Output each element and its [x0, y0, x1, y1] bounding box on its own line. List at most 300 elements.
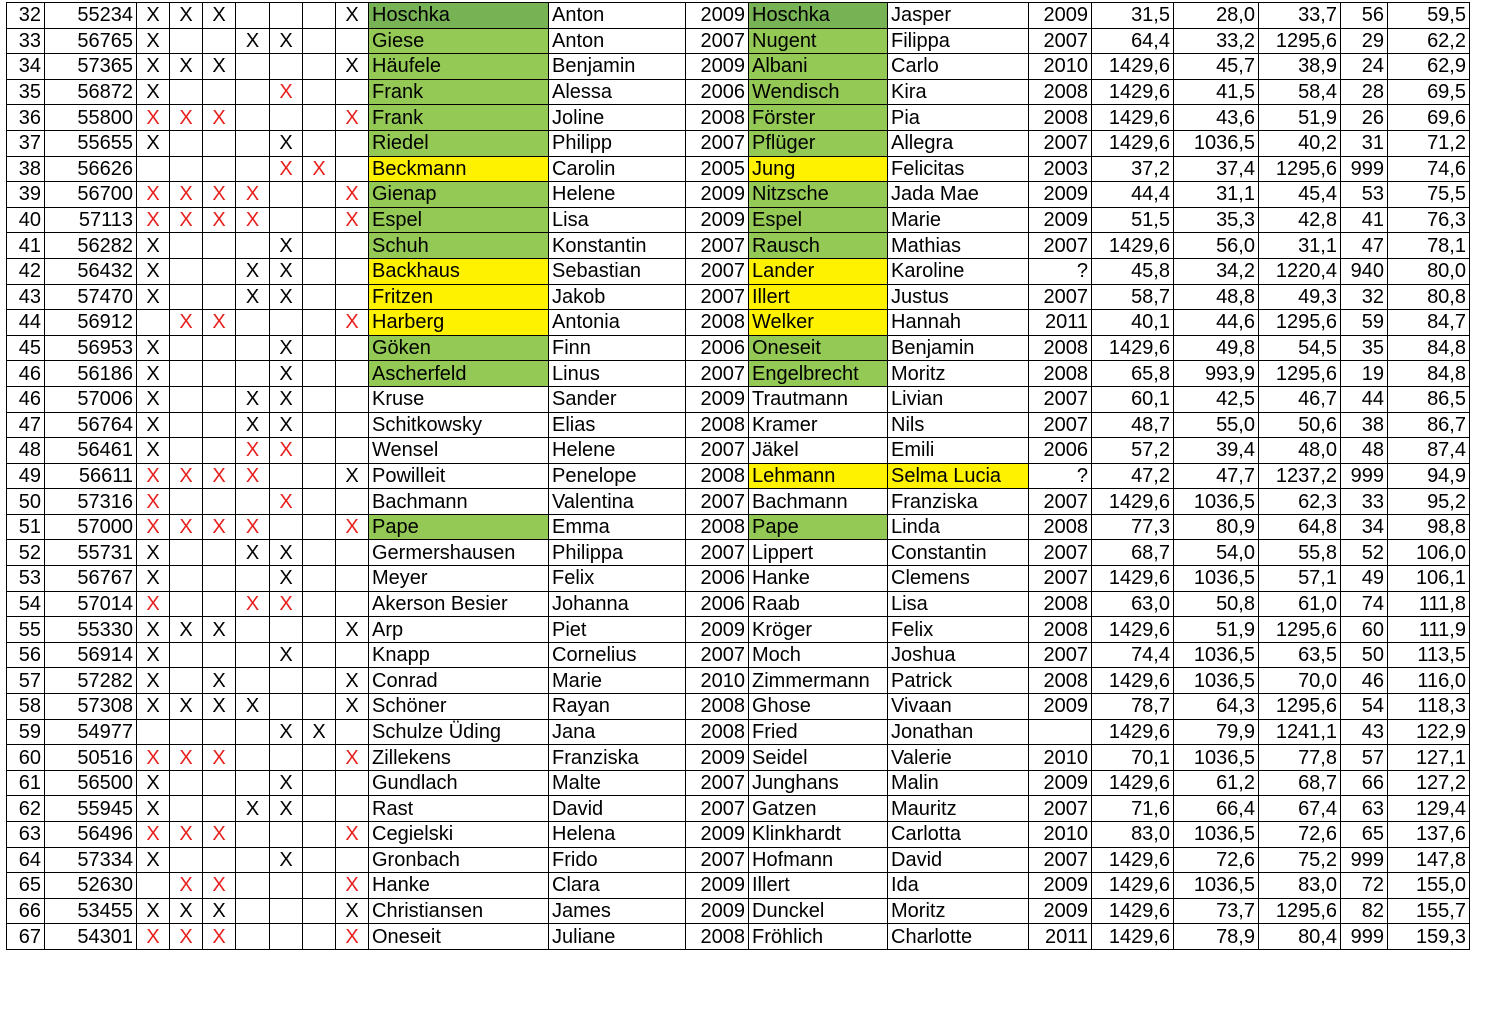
value-4: 49	[1341, 566, 1388, 592]
last-name-2: Zimmermann	[749, 668, 888, 694]
total-value: 106,1	[1388, 566, 1470, 592]
mark-cell	[303, 156, 336, 182]
last-name-2: Lander	[749, 258, 888, 284]
birth-year-2: 2007	[1029, 566, 1092, 592]
value-1: 1429,6	[1092, 668, 1174, 694]
mark-cell	[336, 156, 369, 182]
mark-cell	[303, 668, 336, 694]
x-mark: X	[146, 106, 160, 129]
mark-cell	[303, 796, 336, 822]
mark-cell	[170, 694, 203, 720]
mark-cell	[336, 668, 369, 694]
mark-cell	[336, 79, 369, 105]
x-mark: X	[179, 746, 193, 769]
last-name-2: Oneseit	[749, 335, 888, 361]
value-2: 56,0	[1174, 233, 1259, 259]
mark-cell	[303, 182, 336, 208]
mark-cell	[270, 207, 303, 233]
last-name-1: Akerson Besier	[369, 591, 549, 617]
x-mark: X	[146, 285, 160, 308]
x-mark: X	[345, 311, 359, 334]
mark-cell	[336, 284, 369, 310]
first-name-2: Emili	[888, 438, 1029, 464]
x-mark: X	[212, 311, 226, 334]
first-name-2: Felicitas	[888, 156, 1029, 182]
birth-year-1: 2008	[686, 463, 749, 489]
birth-year-1: 2008	[686, 719, 749, 745]
mark-cell	[137, 79, 170, 105]
x-mark: X	[345, 618, 359, 641]
mark-cell	[270, 182, 303, 208]
birth-year-1: 2009	[686, 182, 749, 208]
value-2: 48,8	[1174, 284, 1259, 310]
birth-year-1: 2010	[686, 668, 749, 694]
mark-cell	[270, 566, 303, 592]
mark-cell	[203, 873, 236, 899]
x-mark: X	[146, 695, 160, 718]
total-value: 106,0	[1388, 540, 1470, 566]
table-row	[7, 182, 1470, 208]
value-2: 43,6	[1174, 105, 1259, 131]
x-mark: X	[146, 900, 160, 923]
birth-year-1: 2007	[686, 28, 749, 54]
row-number: 49	[7, 463, 45, 489]
last-name-1: Hoschka	[369, 3, 549, 29]
mark-cell	[303, 463, 336, 489]
mark-cell	[270, 3, 303, 29]
x-mark: X	[279, 797, 293, 820]
mark-cell	[236, 873, 270, 899]
x-mark: X	[146, 797, 160, 820]
first-name-2: Lisa	[888, 591, 1029, 617]
row-number: 55	[7, 617, 45, 643]
mark-cell	[137, 258, 170, 284]
first-name-1: Jakob	[549, 284, 686, 310]
mark-cell	[203, 847, 236, 873]
x-mark: X	[345, 4, 359, 27]
value-4: 999	[1341, 924, 1388, 950]
x-mark: X	[179, 695, 193, 718]
mark-cell	[303, 310, 336, 336]
value-2: 54,0	[1174, 540, 1259, 566]
last-name-1: Cegielski	[369, 822, 549, 848]
mark-cell	[270, 233, 303, 259]
last-name-1: Backhaus	[369, 258, 549, 284]
student-id: 56496	[45, 822, 137, 848]
mark-cell	[336, 233, 369, 259]
mark-cell	[170, 796, 203, 822]
first-name-2: Franziska	[888, 489, 1029, 515]
total-value: 84,8	[1388, 361, 1470, 387]
first-name-1: Franziska	[549, 745, 686, 771]
x-mark: X	[146, 388, 160, 411]
table-row	[7, 310, 1470, 336]
x-mark: X	[345, 183, 359, 206]
x-mark: X	[212, 4, 226, 27]
value-1: 51,5	[1092, 207, 1174, 233]
first-name-2: Karoline	[888, 258, 1029, 284]
value-3: 1241,1	[1259, 719, 1341, 745]
mark-cell	[270, 847, 303, 873]
value-2: 1036,5	[1174, 566, 1259, 592]
student-id: 56953	[45, 335, 137, 361]
value-1: 31,5	[1092, 3, 1174, 29]
student-id: 56767	[45, 566, 137, 592]
value-3: 1295,6	[1259, 28, 1341, 54]
x-mark: X	[245, 413, 260, 436]
value-4: 66	[1341, 770, 1388, 796]
value-3: 75,2	[1259, 847, 1341, 873]
mark-cell	[203, 924, 236, 950]
x-mark: X	[146, 362, 160, 385]
first-name-1: Helene	[549, 182, 686, 208]
mark-cell	[203, 335, 236, 361]
first-name-2: Felix	[888, 617, 1029, 643]
first-name-2: Hannah	[888, 310, 1029, 336]
first-name-1: Frido	[549, 847, 686, 873]
x-mark: X	[279, 234, 293, 257]
value-1: 45,8	[1092, 258, 1174, 284]
mark-cell	[303, 3, 336, 29]
mark-cell	[303, 514, 336, 540]
value-4: 31	[1341, 130, 1388, 156]
value-3: 40,2	[1259, 130, 1341, 156]
table-row	[7, 233, 1470, 259]
value-4: 33	[1341, 489, 1388, 515]
first-name-1: Clara	[549, 873, 686, 899]
mark-cell	[236, 924, 270, 950]
last-name-1: Schitkowsky	[369, 412, 549, 438]
mark-cell	[303, 284, 336, 310]
last-name-1: Beckmann	[369, 156, 549, 182]
value-1: 1429,6	[1092, 873, 1174, 899]
birth-year-2: 2007	[1029, 386, 1092, 412]
table-row	[7, 335, 1470, 361]
student-id: 52630	[45, 873, 137, 899]
x-mark: X	[212, 925, 226, 948]
total-value: 84,8	[1388, 335, 1470, 361]
mark-cell	[170, 591, 203, 617]
mark-cell	[236, 566, 270, 592]
mark-cell	[336, 310, 369, 336]
mark-cell	[137, 514, 170, 540]
value-2: 1036,5	[1174, 642, 1259, 668]
last-name-2: Hoschka	[749, 3, 888, 29]
first-name-2: Filippa	[888, 28, 1029, 54]
x-mark: X	[245, 516, 260, 539]
mark-cell	[303, 745, 336, 771]
birth-year-1: 2009	[686, 207, 749, 233]
mark-cell	[137, 28, 170, 54]
row-number: 57	[7, 668, 45, 694]
mark-cell	[270, 489, 303, 515]
mark-cell	[336, 514, 369, 540]
mark-cell	[137, 642, 170, 668]
mark-cell	[203, 770, 236, 796]
mark-cell	[137, 694, 170, 720]
first-name-1: Anton	[549, 28, 686, 54]
value-4: 65	[1341, 822, 1388, 848]
student-id: 56872	[45, 79, 137, 105]
mark-cell	[236, 438, 270, 464]
row-number: 64	[7, 847, 45, 873]
birth-year-2: 2008	[1029, 591, 1092, 617]
student-id: 57334	[45, 847, 137, 873]
mark-cell	[336, 796, 369, 822]
last-name-1: Rast	[369, 796, 549, 822]
value-1: 83,0	[1092, 822, 1174, 848]
x-mark: X	[245, 797, 260, 820]
total-value: 127,2	[1388, 770, 1470, 796]
total-value: 86,7	[1388, 412, 1470, 438]
row-number: 43	[7, 284, 45, 310]
mark-cell	[170, 438, 203, 464]
birth-year-2: 2009	[1029, 694, 1092, 720]
first-name-2: Jada Mae	[888, 182, 1029, 208]
first-name-2: Justus	[888, 284, 1029, 310]
value-4: 53	[1341, 182, 1388, 208]
x-mark: X	[212, 618, 226, 641]
x-mark: X	[279, 848, 293, 871]
mark-cell	[270, 822, 303, 848]
value-1: 40,1	[1092, 310, 1174, 336]
last-name-2: Raab	[749, 591, 888, 617]
first-name-2: Charlotte	[888, 924, 1029, 950]
value-3: 1220,4	[1259, 258, 1341, 284]
table-row	[7, 873, 1470, 899]
total-value: 147,8	[1388, 847, 1470, 873]
table-row	[7, 207, 1470, 233]
x-mark: X	[345, 925, 359, 948]
mark-cell	[270, 361, 303, 387]
x-mark: X	[179, 874, 193, 897]
mark-cell	[336, 335, 369, 361]
row-number: 58	[7, 694, 45, 720]
x-mark: X	[179, 311, 193, 334]
last-name-1: Powilleit	[369, 463, 549, 489]
last-name-2: Hofmann	[749, 847, 888, 873]
mark-cell	[236, 156, 270, 182]
last-name-1: Pape	[369, 514, 549, 540]
x-mark: X	[345, 695, 359, 718]
first-name-1: Elias	[549, 412, 686, 438]
student-id: 54977	[45, 719, 137, 745]
value-4: 63	[1341, 796, 1388, 822]
last-name-2: Klinkhardt	[749, 822, 888, 848]
first-name-2: Moritz	[888, 361, 1029, 387]
mark-cell	[137, 566, 170, 592]
value-3: 80,4	[1259, 924, 1341, 950]
mark-cell	[236, 489, 270, 515]
x-mark: X	[146, 260, 160, 283]
last-name-2: Welker	[749, 310, 888, 336]
mark-cell	[303, 438, 336, 464]
value-4: 999	[1341, 463, 1388, 489]
mark-cell	[336, 745, 369, 771]
row-number: 32	[7, 3, 45, 29]
x-mark: X	[212, 464, 226, 487]
last-name-1: Giese	[369, 28, 549, 54]
birth-year-1: 2008	[686, 412, 749, 438]
birth-year-2: 2007	[1029, 489, 1092, 515]
table-row	[7, 719, 1470, 745]
value-1: 1429,6	[1092, 79, 1174, 105]
x-mark: X	[279, 337, 293, 360]
total-value: 75,5	[1388, 182, 1470, 208]
value-1: 48,7	[1092, 412, 1174, 438]
mark-cell	[303, 54, 336, 80]
mark-cell	[137, 207, 170, 233]
value-4: 48	[1341, 438, 1388, 464]
x-mark: X	[245, 29, 260, 52]
mark-cell	[236, 642, 270, 668]
x-mark: X	[345, 823, 359, 846]
table-body	[7, 3, 1470, 950]
x-mark: X	[212, 746, 226, 769]
student-id: 57365	[45, 54, 137, 80]
last-name-1: Oneseit	[369, 924, 549, 950]
student-id: 56765	[45, 28, 137, 54]
value-4: 999	[1341, 156, 1388, 182]
total-value: 62,9	[1388, 54, 1470, 80]
mark-cell	[270, 105, 303, 131]
mark-cell	[270, 79, 303, 105]
x-mark: X	[146, 669, 160, 692]
value-3: 1295,6	[1259, 156, 1341, 182]
x-mark: X	[146, 925, 160, 948]
mark-cell	[270, 796, 303, 822]
mark-cell	[336, 105, 369, 131]
value-2: 44,6	[1174, 310, 1259, 336]
last-name-2: Pflüger	[749, 130, 888, 156]
value-3: 64,8	[1259, 514, 1341, 540]
mark-cell	[170, 463, 203, 489]
mark-cell	[203, 79, 236, 105]
value-1: 1429,6	[1092, 770, 1174, 796]
last-name-1: Ascherfeld	[369, 361, 549, 387]
birth-year-2: 2007	[1029, 130, 1092, 156]
value-1: 60,1	[1092, 386, 1174, 412]
value-3: 55,8	[1259, 540, 1341, 566]
mark-cell	[170, 540, 203, 566]
mark-cell	[336, 591, 369, 617]
table-row	[7, 822, 1470, 848]
table-row	[7, 591, 1470, 617]
x-mark: X	[245, 183, 260, 206]
mark-cell	[137, 386, 170, 412]
mark-cell	[170, 847, 203, 873]
mark-cell	[236, 130, 270, 156]
value-4: 56	[1341, 3, 1388, 29]
value-3: 1295,6	[1259, 617, 1341, 643]
value-2: 41,5	[1174, 79, 1259, 105]
mark-cell	[203, 438, 236, 464]
student-id: 57000	[45, 514, 137, 540]
mark-cell	[236, 412, 270, 438]
table-row	[7, 438, 1470, 464]
last-name-2: Trautmann	[749, 386, 888, 412]
mark-cell	[170, 412, 203, 438]
mark-cell	[236, 207, 270, 233]
value-2: 35,3	[1174, 207, 1259, 233]
last-name-1: Bachmann	[369, 489, 549, 515]
x-mark: X	[146, 848, 160, 871]
row-number: 47	[7, 412, 45, 438]
mark-cell	[170, 310, 203, 336]
x-mark: X	[146, 29, 160, 52]
birth-year-1: 2009	[686, 386, 749, 412]
value-1: 1429,6	[1092, 233, 1174, 259]
value-4: 52	[1341, 540, 1388, 566]
value-3: 68,7	[1259, 770, 1341, 796]
birth-year-1: 2009	[686, 898, 749, 924]
last-name-2: Junghans	[749, 770, 888, 796]
total-value: 74,6	[1388, 156, 1470, 182]
last-name-1: Arp	[369, 617, 549, 643]
birth-year-1: 2007	[686, 642, 749, 668]
x-mark: X	[279, 132, 293, 155]
mark-cell	[137, 335, 170, 361]
last-name-2: Albani	[749, 54, 888, 80]
row-number: 35	[7, 79, 45, 105]
table-row	[7, 514, 1470, 540]
x-mark: X	[345, 106, 359, 129]
first-name-1: Philippa	[549, 540, 686, 566]
value-2: 78,9	[1174, 924, 1259, 950]
first-name-2: Patrick	[888, 668, 1029, 694]
last-name-2: Fröhlich	[749, 924, 888, 950]
mark-cell	[236, 617, 270, 643]
x-mark: X	[146, 567, 160, 590]
mark-cell	[137, 591, 170, 617]
student-id: 55655	[45, 130, 137, 156]
birth-year-2: 2009	[1029, 873, 1092, 899]
value-1: 37,2	[1092, 156, 1174, 182]
x-mark: X	[212, 695, 226, 718]
value-3: 42,8	[1259, 207, 1341, 233]
first-name-1: Marie	[549, 668, 686, 694]
row-number: 62	[7, 796, 45, 822]
first-name-1: James	[549, 898, 686, 924]
first-name-1: Helena	[549, 822, 686, 848]
value-2: 1036,5	[1174, 745, 1259, 771]
value-2: 28,0	[1174, 3, 1259, 29]
mark-cell	[203, 258, 236, 284]
value-1: 58,7	[1092, 284, 1174, 310]
birth-year-1: 2008	[686, 105, 749, 131]
birth-year-1: 2007	[686, 489, 749, 515]
birth-year-1: 2009	[686, 745, 749, 771]
student-id: 56282	[45, 233, 137, 259]
value-4: 54	[1341, 694, 1388, 720]
mark-cell	[170, 105, 203, 131]
birth-year-1: 2006	[686, 566, 749, 592]
student-id: 56914	[45, 642, 137, 668]
mark-cell	[203, 642, 236, 668]
x-mark: X	[146, 132, 160, 155]
mark-cell	[270, 130, 303, 156]
x-mark: X	[279, 362, 293, 385]
x-mark: X	[146, 4, 160, 27]
x-mark: X	[345, 55, 359, 78]
value-4: 29	[1341, 28, 1388, 54]
mark-cell	[203, 54, 236, 80]
x-mark: X	[146, 746, 160, 769]
first-name-1: Felix	[549, 566, 686, 592]
table-row	[7, 105, 1470, 131]
mark-cell	[303, 719, 336, 745]
table-row	[7, 770, 1470, 796]
